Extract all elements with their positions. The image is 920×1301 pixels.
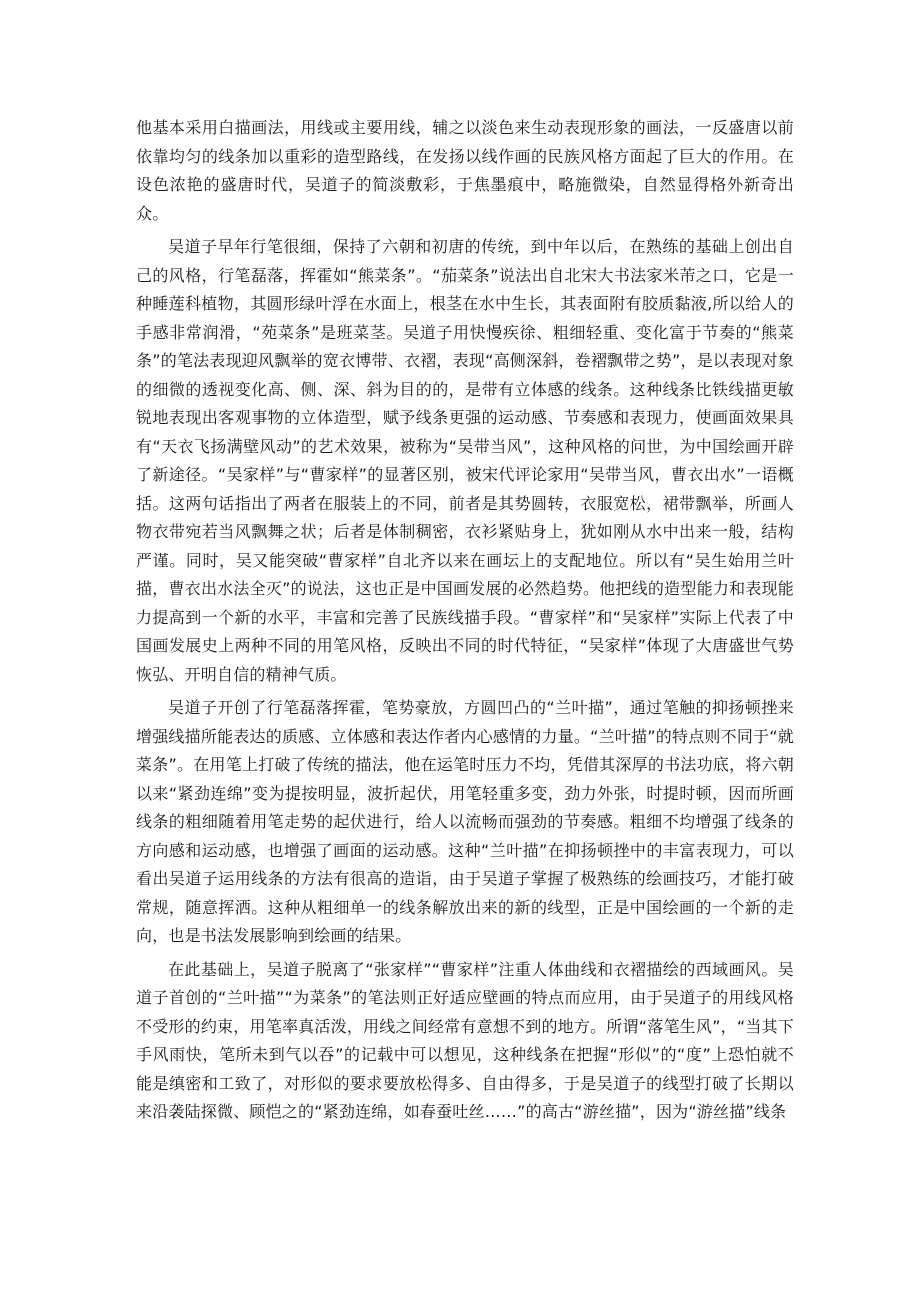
paragraph-4: 在此基础上，吴道子脱离了“张家样”“曹家样”注重人体曲线和衣褶描绘的西域画风。吴道子首创的“兰叶描”“为菜条”的笔法则正好适应壁画的特点而应用，由于吴道子的用线风格不受形的约束，用笔率真活泼，用线之间经常有意想不到的地方。所谓“落笔生风”，“当其下手风雨快，笔所未到气以吞”的记载中可以想见，这种线条在把握“形似”的“度”上恐怕就不能是缜密和工致了，对形似的要求要放松得多、自由得多，于是吴道子的线型打破了长期以来沿袭陆探微、顾恺之的“紧劲连绵，如春蚕吐丝……”的高古“游丝描”，因为“游丝描”线条 (136, 959, 794, 1121)
document-body (136, 114, 794, 1132)
paragraph-3: 吴道子开创了行笔磊落挥霍，笔势豪放，方圆凹凸的“兰叶描”，通过笔触的抑扬顿挫来增强线描所能表达的质感、立体感和表达作者内心感情的力量。“兰叶描”的特点则不同于“就菜条”。在用笔上打破了传统的描法，他在运笔时压力不均，凭借其深厚的书法功底，将六朝以来“紧劲连绵”变为提按明显，波折起伏，用笔轻重多变，劲力外张，时提时顿，因而所画线条的粗细随着用笔走势的起伏进行，给人以流畅而强劲的节奏感。粗细不均增强了线条的方向感和运动感，也增强了画面的运动感。这种“兰叶描”在抑扬顿挫中的丰富表现力，可以看出吴道子运用线条的方法有很高的造诣，由于吴道子掌握了极熟练的绘画技巧，才能打破常规，随意挥洒。这种从粗细单一的线条解放出来的新的线型，正是中国绘画的一个新的走向，也是书法发展影响到绘画的结果。 (136, 698, 794, 945)
paragraph-1: 他基本采用白描画法，用线或主要用线，辅之以淡色来生动表现形象的画法，一反盛唐以前依靠均匀的线条加以重彩的造型路线，在发扬以线作画的民族风格方面起了巨大的作用。在设色浓艳的盛唐时代，吴道子的简淡敷彩，于焦墨痕中，略施微染，自然显得格外新奇出众。 (136, 118, 794, 223)
paragraph-2: 吴道子早年行笔很细，保持了六朝和初唐的传统，到中年以后，在熟练的基础上创出自己的风格，行笔磊落，挥霍如“熊菜条”。“茄菜条”说法出自北宋大书法家米芾之口，它是一种睡莲科植物，其圆形绿叶浮在水面上，根茎在水中生长，其表面附有胶质黏液,所以给人的手感非常润滑，“苑菜条”是班菜茎。吴道子用快慢疾徐、粗细轻重、变化富于节奏的“熊菜条”的笔法表现迎风飘举的宽衣博带、衣褶，表现“高侧深斜，卷褶飘带之势”，是以表现对象的细微的透视变化高、侧、深、斜为目的的，是带有立体感的线条。这种线条比铁线描更敏锐地表现出客观事物的立体造型，赋予线条更强的运动感、节奏感和表现力，使画面效果具有“天衣飞扬满壁风动”的艺术效果，被称为“吴带当风”，这种风格的问世，为中国绘画开辟了新途径。“吴家样”与“曹家样”的显著区别，被宋代评论家用“吴带当风，曹衣出水”一语概括。这两句话指出了两者在服装上的不同，前者是其势圆转，衣服宽松，裙带飘举，所画人物衣带宛若当风飘舞之状；后者是体制稠密，衣衫紧贴身上，犹如刚从水中出来一般，结构严谨。同时，吴又能突破“曹家样”自北齐以来在画坛上的支配地位。所以有“吴生始用兰叶描，曹衣出水法全灭”的说法，这也正是中国画发展的必然趋势。他把线的造型能力和表现能力提高到一个新的水平，丰富和完善了民族线描手段。“曹家样”和“吴家样”实际上代表了中国画发展史上两种不同的用笔风格，反映出不同的时代特征，“吴家样”体现了大唐盛世气势恢弘、开明自信的精神气质。 (136, 237, 794, 684)
